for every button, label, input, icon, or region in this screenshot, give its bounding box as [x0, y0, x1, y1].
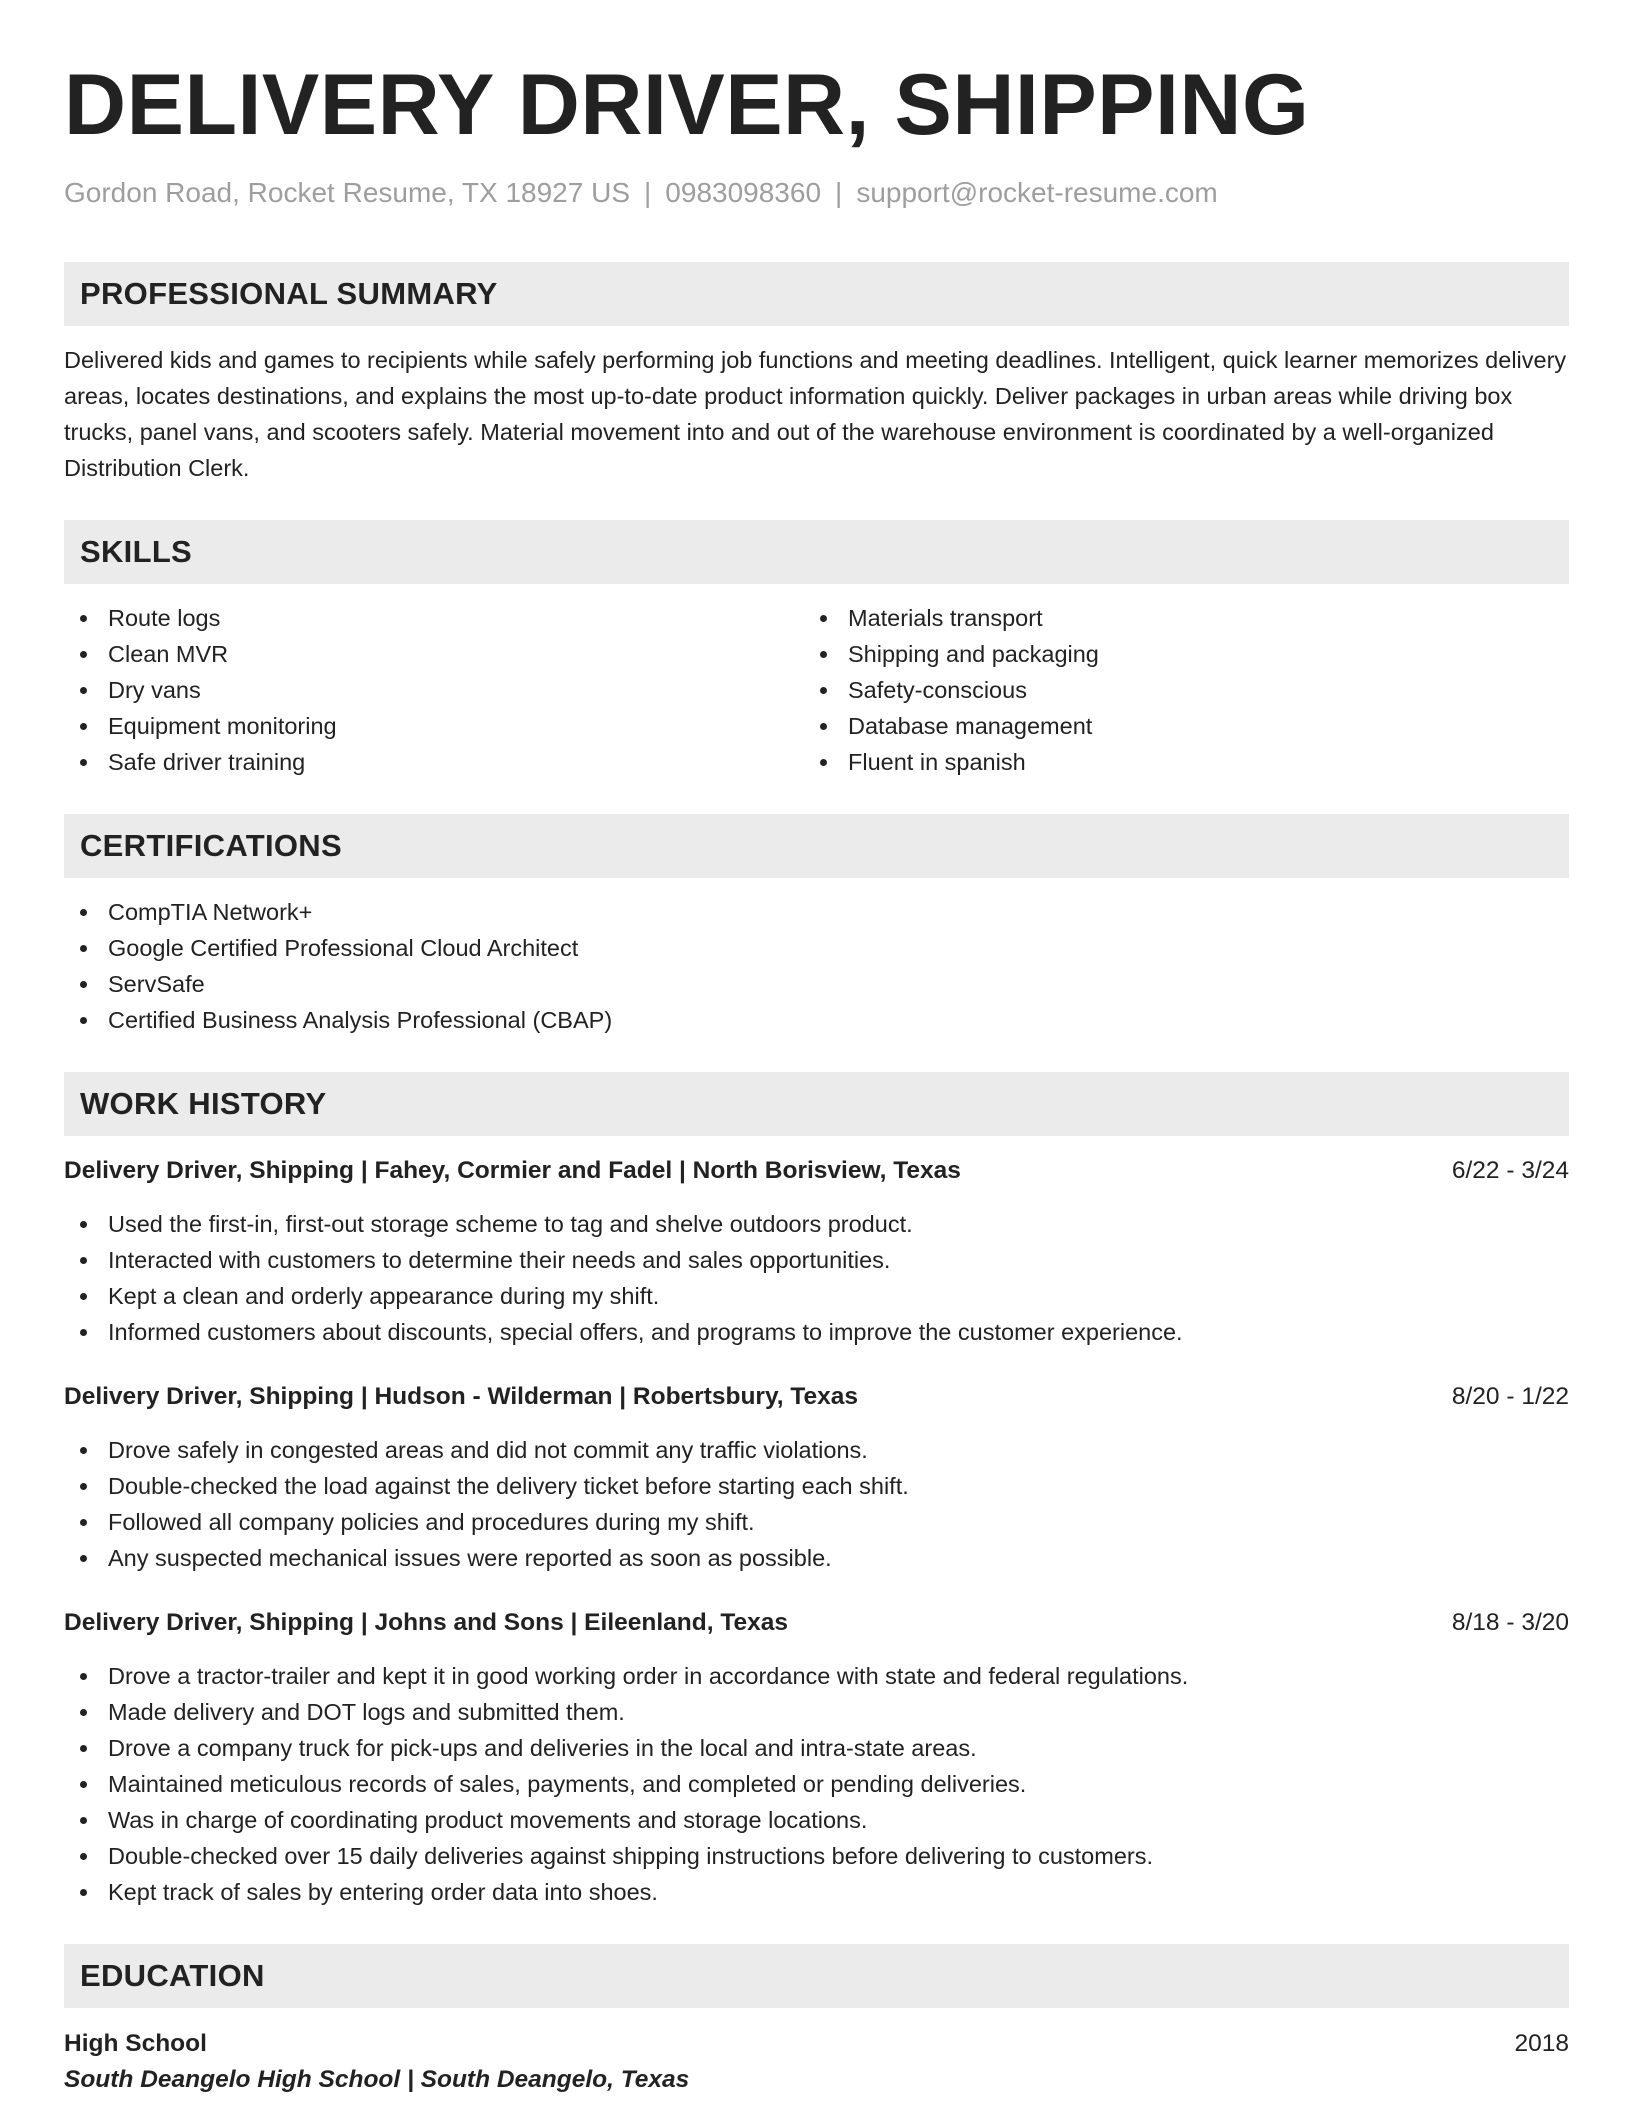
job-duties-list [64, 1658, 1569, 1910]
job-duty-item: Informed customers about discounts, special offers, and programs to improve the customer experience. [64, 1314, 1569, 1350]
job-entry [64, 1380, 1569, 1576]
certifications-list [64, 894, 1569, 1038]
contact-address: Gordon Road, Rocket Resume, TX 18927 US [64, 177, 631, 208]
certification-item: ServSafe [64, 966, 1569, 1002]
skills-right-column [804, 600, 1564, 780]
contact-email: support@rocket-resume.com [856, 177, 1218, 208]
skill-item: Safety-conscious [804, 672, 1564, 708]
skill-item: Safe driver training [64, 744, 804, 780]
job-duty-item: Double-checked the load against the delivery ticket before starting each shift. [64, 1468, 1569, 1504]
summary-text: Delivered kids and games to recipients while safely performing job functions and meeting deadlines. Intelligent, quick learner memorizes delivery areas, locates destinations, and explains the most up-to-date product information quickly. Deliver packages in urban areas while driving box trucks, panel vans, and scooters safely. Material movement into and out of the warehouse environment is coordinated by a well-organized Distribution Clerk. [64, 346, 1567, 481]
job-header [64, 1154, 1569, 1188]
skills-list [64, 600, 1569, 780]
job-duty-item: Double-checked over 15 daily deliveries against shipping instructions before delivering to customers. [64, 1838, 1569, 1874]
job-duties-list [64, 1206, 1569, 1350]
job-entry [64, 1154, 1569, 1350]
summary-heading: PROFESSIONAL SUMMARY [80, 275, 498, 311]
education-school: South Deangelo High School | South Deangelo, Texas [64, 2065, 690, 2093]
job-duty-item: Was in charge of coordinating product movements and storage locations. [64, 1802, 1569, 1838]
skill-item: Clean MVR [64, 636, 804, 672]
skill-item: Shipping and packaging [804, 636, 1564, 672]
job-duties-list [64, 1432, 1569, 1576]
contact-phone: 0983098360 [665, 177, 822, 208]
work-history-heading: WORK HISTORY [80, 1085, 327, 1121]
contact-line [64, 176, 1569, 210]
job-header [64, 1380, 1569, 1414]
contact-separator: | [835, 177, 843, 208]
job-header [64, 1606, 1569, 1640]
education-entry [64, 2026, 1569, 2098]
job-duty-item: Kept a clean and orderly appearance during my shift. [64, 1278, 1569, 1314]
education-heading: EDUCATION [80, 1957, 265, 1993]
education-header [64, 2026, 1569, 2062]
certifications-section-header [64, 814, 1569, 878]
skill-item: Materials transport [804, 600, 1564, 636]
job-duty-item: Interacted with customers to determine their needs and sales opportunities. [64, 1242, 1569, 1278]
certification-item: Certified Business Analysis Professional (CBAP) [64, 1002, 1569, 1038]
job-title: Delivery Driver, Shipping | Johns and Sons | Eileenland, Texas [64, 1608, 788, 1636]
job-duty-item: Drove safely in congested areas and did not commit any traffic violations. [64, 1432, 1569, 1468]
skills-left-column [64, 600, 804, 780]
certifications-heading: CERTIFICATIONS [80, 827, 342, 863]
skill-item: Dry vans [64, 672, 804, 708]
work-history-section-header [64, 1072, 1569, 1136]
job-duty-item: Drove a tractor-trailer and kept it in good working order in accordance with state and federal regulations. [64, 1658, 1569, 1694]
job-entry [64, 1606, 1569, 1910]
education-section-header [64, 1944, 1569, 2008]
skill-item: Route logs [64, 600, 804, 636]
job-dates: 8/18 - 3/20 [1451, 1608, 1569, 1636]
certification-item: Google Certified Professional Cloud Architect [64, 930, 1569, 966]
job-duty-item: Kept track of sales by entering order data into shoes. [64, 1874, 1569, 1910]
skills-heading: SKILLS [80, 533, 193, 569]
candidate-name: DELIVERY DRIVER, SHIPPING [64, 57, 1310, 153]
summary-section-header [64, 262, 1569, 326]
job-duty-item: Made delivery and DOT logs and submitted them. [64, 1694, 1569, 1730]
skill-item: Equipment monitoring [64, 708, 804, 744]
job-duty-item: Followed all company policies and procedures during my shift. [64, 1504, 1569, 1540]
skill-item: Database management [804, 708, 1564, 744]
contact-separator: | [644, 177, 652, 208]
education-degree: High School [64, 2029, 207, 2057]
skill-item: Fluent in spanish [804, 744, 1564, 780]
job-dates: 8/20 - 1/22 [1451, 1382, 1569, 1410]
job-title: Delivery Driver, Shipping | Fahey, Cormier and Fadel | North Borisview, Texas [64, 1156, 961, 1184]
job-duty-item: Drove a company truck for pick-ups and deliveries in the local and intra-state areas. [64, 1730, 1569, 1766]
job-title: Delivery Driver, Shipping | Hudson - Wilderman | Robertsbury, Texas [64, 1382, 859, 1410]
education-year: 2018 [1514, 2029, 1569, 2057]
job-dates: 6/22 - 3/24 [1451, 1156, 1569, 1184]
job-duty-item: Used the first-in, first-out storage scheme to tag and shelve outdoors product. [64, 1206, 1569, 1242]
job-duty-item: Any suspected mechanical issues were reported as soon as possible. [64, 1540, 1569, 1576]
certification-item: CompTIA Network+ [64, 894, 1569, 930]
skills-section-header [64, 520, 1569, 584]
job-duty-item: Maintained meticulous records of sales, payments, and completed or pending deliveries. [64, 1766, 1569, 1802]
